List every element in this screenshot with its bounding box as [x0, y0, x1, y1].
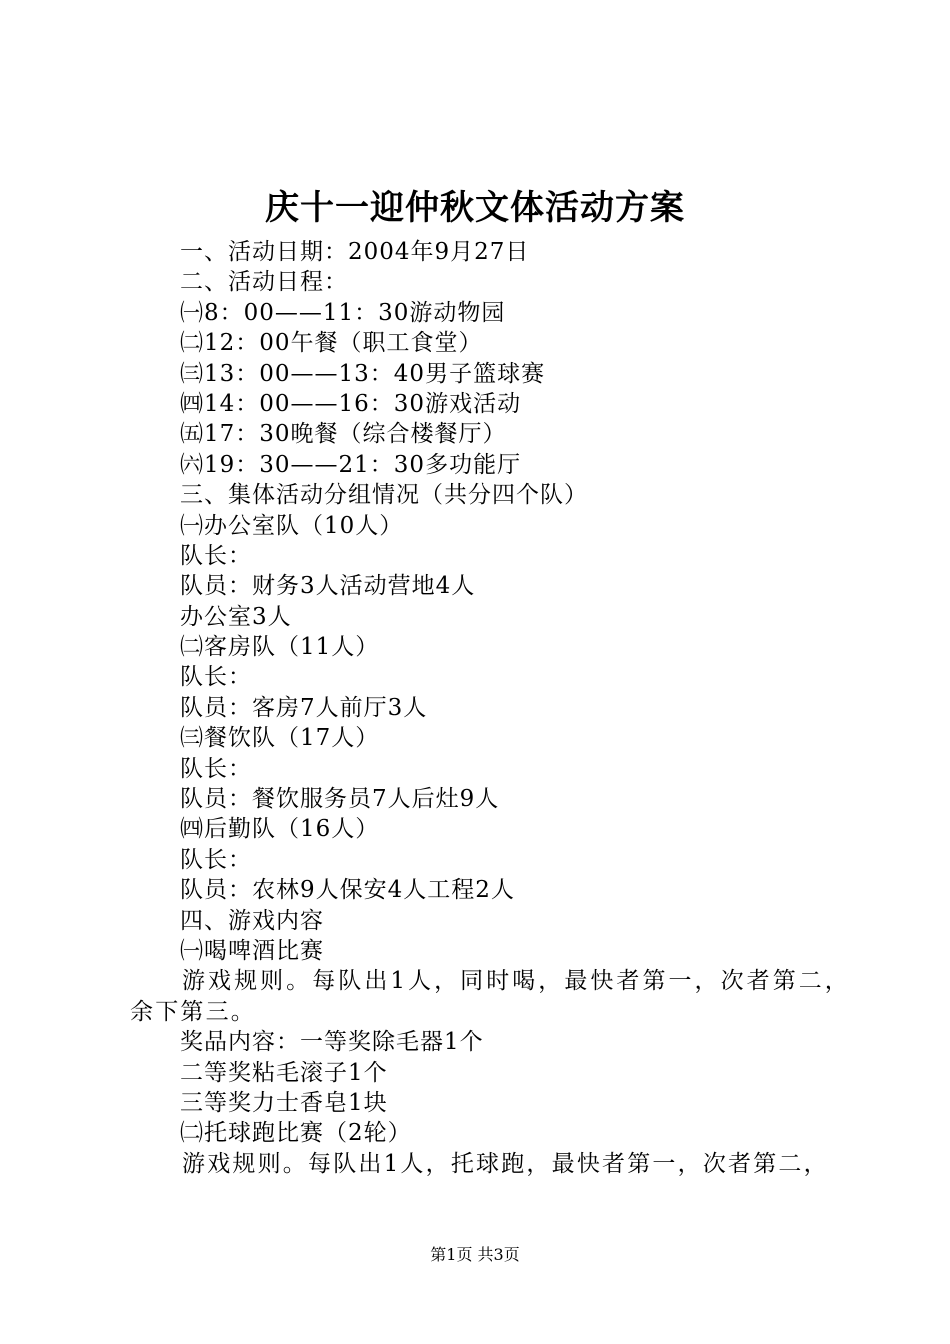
text-line: ㈡客房队（11人）: [180, 634, 380, 661]
document-body: [130, 237, 850, 1179]
text-line: 三等奖力士香皂1块: [180, 1089, 388, 1116]
text-line: ㈣14：00——16：30游戏活动: [180, 390, 522, 417]
text-line: ㈠喝啤酒比赛: [180, 937, 324, 964]
text-line: 队员：农林9人保安4人工程2人: [180, 877, 515, 904]
text-line: 队长：: [180, 846, 252, 873]
text-line: 队长：: [180, 755, 252, 782]
text-line: 二等奖粘毛滚子1个: [180, 1059, 388, 1086]
text-line: 队长：: [180, 542, 252, 569]
text-line: 队员：客房7人前厅3人: [180, 694, 428, 721]
text-line: 办公室3人: [180, 603, 292, 630]
text-line: 队员：餐饮服务员7人后灶9人: [180, 786, 500, 813]
text-line: ㈣后勤队（16人）: [180, 816, 380, 843]
text-line: ㈠办公室队（10人）: [180, 512, 404, 539]
text-line: 一、活动日期：2004年9月27日: [180, 239, 530, 265]
text-line: 队长：: [180, 664, 252, 691]
text-line: ㈡12：00午餐（职工食堂）: [180, 330, 483, 357]
text-line: 队员：财务3人活动营地4人: [180, 573, 476, 600]
text-line: 奖品内容：一等奖除毛器1个: [180, 1029, 484, 1056]
rule-paragraph: 游戏规则。每队出1人，同时喝，最快者第一，次者第二，余下第三。: [130, 968, 850, 1025]
text-line: 二、活动日程：: [180, 269, 348, 296]
rule-paragraph: 游戏规则。每队出1人，托球跑，最快者第一，次者第二，: [182, 1150, 829, 1177]
document-title: 庆十一迎仲秋文体活动方案: [265, 188, 685, 228]
text-line: 四、游戏内容: [180, 907, 324, 934]
text-line: 三、集体活动分组情况（共分四个队）: [180, 482, 588, 509]
text-line: ㈡托球跑比赛（2轮）: [180, 1120, 412, 1147]
text-line: ㈤17：30晚餐（综合楼餐厅）: [180, 421, 507, 448]
page-footer: 第1页 共3页: [430, 1245, 520, 1264]
text-line: ㈥19：30——21：30多功能厅: [180, 451, 522, 478]
text-line: ㈢餐饮队（17人）: [180, 725, 380, 752]
text-line: ㈠8：00——11：30游动物园: [180, 299, 506, 326]
text-line: ㈢13：00——13：40男子篮球赛: [180, 360, 546, 387]
